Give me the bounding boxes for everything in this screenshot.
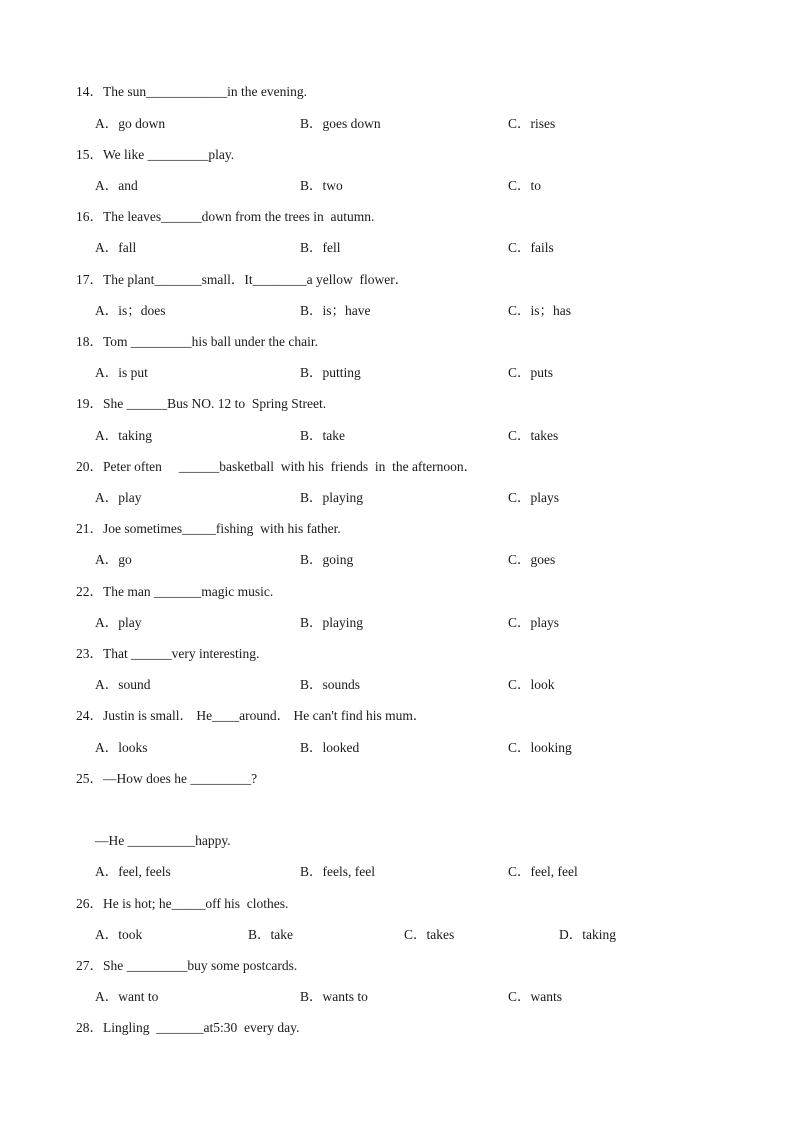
question-27-option-b: B．wants to [300,989,368,1004]
question-17-option-c: C．is；has [508,303,572,318]
question-26-option-c: C．takes [404,927,455,942]
question-21-option-a: A．go [95,552,132,567]
question-23-option-c: C．look [508,677,555,692]
question-25-response-line: —He __________happy. [95,833,231,848]
question-21-option-c: C．goes [508,552,556,567]
question-14-option-b: B．goes down [300,116,381,131]
question-22-option-c: C．plays [508,615,560,630]
question-26-stem: 26．He is hot; he_____off his clothes. [76,896,289,911]
question-22-option-a: A．play [95,615,142,630]
question-15-stem: 15．We like _________play. [76,147,235,162]
question-17-stem: 17．The plant_______small．It________a yellow flower． [76,272,409,287]
question-27-option-a: A．want to [95,989,159,1004]
question-25-stem: 25．—How does he _________? [76,771,258,786]
question-18-option-b: B．putting [300,365,361,380]
question-24-option-a: A．looks [95,740,148,755]
question-20-option-a: A．play [95,490,142,505]
question-24-option-c: C．looking [508,740,572,755]
question-23-option-a: A．sound [95,677,151,692]
question-25-option-b: B．feels, feel [300,864,375,879]
question-18-option-a: A．is put [95,365,148,380]
question-22-stem: 22．The man _______magic music. [76,584,274,599]
question-16-option-b: B．fell [300,240,341,255]
question-16-stem: 16．The leaves______down from the trees in autumn. [76,209,375,224]
question-19-stem: 19．She ______Bus NO. 12 to Spring Street. [76,396,327,411]
question-19-option-c: C．takes [508,428,559,443]
question-23-stem: 23．That ______very interesting. [76,646,260,661]
question-18-option-c: C．puts [508,365,554,380]
question-26-option-a: A．took [95,927,143,942]
question-14-stem: 14．The sun____________in the evening. [76,84,307,99]
question-18-stem: 18．Tom _________his ball under the chair. [76,334,319,349]
question-25-option-c: C．feel, feel [508,864,578,879]
question-23-option-b: B．sounds [300,677,361,692]
question-24-option-b: B．looked [300,740,360,755]
question-16-option-a: A．fall [95,240,137,255]
question-20-stem: 20．Peter often ______basketball with his friends in the afternoon． [76,459,478,474]
question-16-option-c: C．fails [508,240,554,255]
question-26-option-d: D．taking [559,927,616,942]
question-26-option-b: B．take [248,927,293,942]
question-27-stem: 27．She _________buy some postcards. [76,958,298,973]
question-20-option-b: B．playing [300,490,363,505]
question-15-option-a: A．and [95,178,138,193]
question-22-option-b: B．playing [300,615,363,630]
question-15-option-b: B．two [300,178,343,193]
question-27-option-c: C．wants [508,989,562,1004]
question-15-option-c: C．to [508,178,542,193]
question-21-option-b: B．going [300,552,354,567]
question-28-stem: 28．Lingling _______at5:30 every day. [76,1020,300,1035]
question-21-stem: 21．Joe sometimes_____fishing with his father. [76,521,341,536]
question-14-option-a: A．go down [95,116,166,131]
question-25-option-a: A．feel, feels [95,864,171,879]
question-24-stem: 24．Justin is small． He____around． He can't find his mum． [76,708,427,723]
question-19-option-a: A．taking [95,428,152,443]
question-19-option-b: B．take [300,428,345,443]
question-20-option-c: C．plays [508,490,560,505]
question-17-option-b: B．is；have [300,303,371,318]
question-14-option-c: C．rises [508,116,556,131]
question-17-option-a: A．is；does [95,303,166,318]
